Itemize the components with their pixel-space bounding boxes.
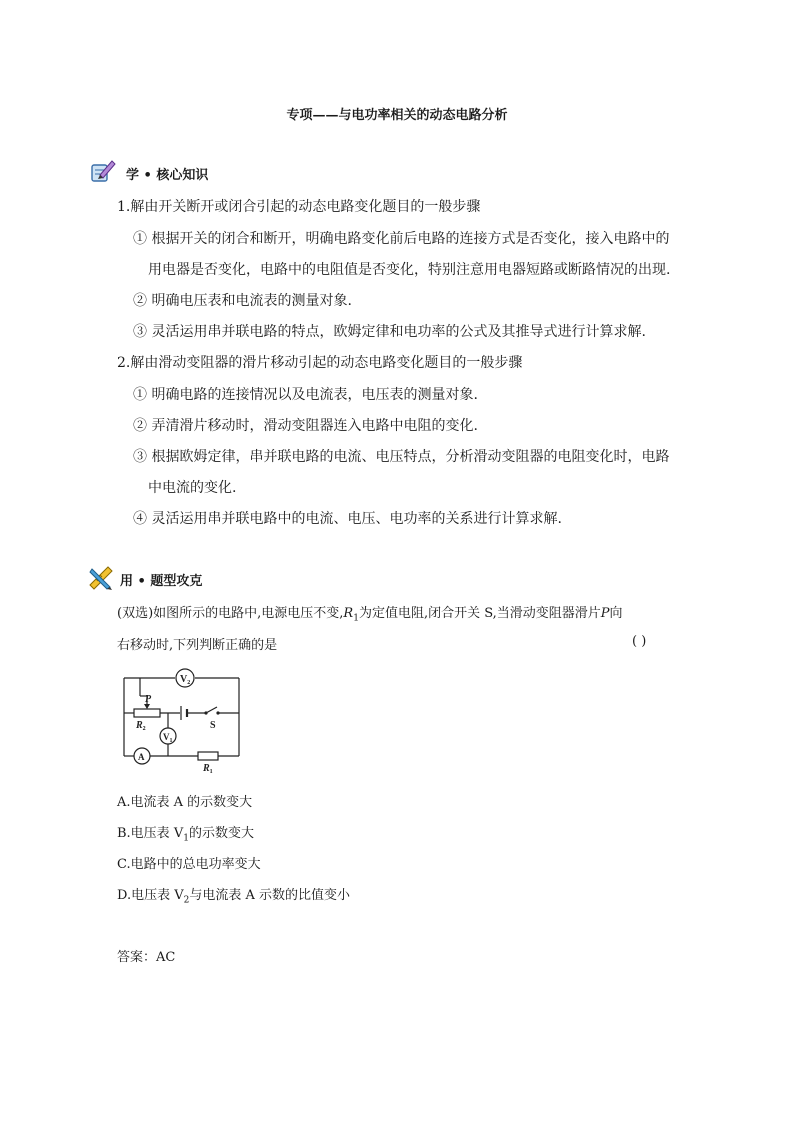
item2-step1: ① 明确电路的连接情况以及电流表，电压表的测量对象. <box>133 387 478 403</box>
option-b <box>117 822 254 844</box>
item2-heading: 2.解由滑动变阻器的滑片移动引起的动态电路变化题目的一般步骤 <box>117 355 523 371</box>
pencil-notebook-icon <box>90 158 116 184</box>
item2-step3-line2: 中电流的变化. <box>148 480 237 496</box>
option-b-post: 的示数变大 <box>188 826 254 841</box>
r1-label: $R_1$ <box>203 763 213 775</box>
a-label: A <box>138 752 145 762</box>
r2-label: $R_2$ <box>136 720 146 732</box>
section-heading-core-knowledge: 学 • 核心知识 <box>126 168 209 183</box>
question-line1-part-a: (双选)如图所示的电路中,电源电压不变, <box>117 606 344 621</box>
page-title: 专项——与电功率相关的动态电路分析 <box>286 108 508 123</box>
question-line1-part-b: 为定值电阻,闭合开关 S,当滑动变阻器滑片 <box>358 606 601 621</box>
item2-step4: ④ 灵活运用串并联电路中的电流、电压、电功率的关系进行计算求解. <box>133 511 562 527</box>
rheostat-r2 <box>134 709 160 717</box>
option-c: C.电路中的总电功率变大 <box>117 857 261 872</box>
question-r-subscript: 1 <box>353 613 359 624</box>
option-d <box>117 884 350 906</box>
v2-label: $V_2$ <box>180 674 191 686</box>
item1-heading: 1.解由开关断开或闭合引起的动态电路变化题目的一般步骤 <box>117 199 481 215</box>
section-heading-problem-types: 用 • 题型攻克 <box>120 574 203 589</box>
p-label: P <box>145 694 152 705</box>
answer-text: 答案：AC <box>117 950 176 965</box>
question-p-symbol: P <box>600 606 610 621</box>
pencil-ruler-icon <box>88 565 114 591</box>
item1-step1-line1: ① 根据开关的闭合和断开，明确电路变化前后电路的连接方式是否变化，接入电路中的 <box>133 231 670 247</box>
option-b-pre: B.电压表 V <box>117 826 184 841</box>
item1-step1-line2: 用电器是否变化，电路中的电阻值是否变化，特别注意用电器短路或断路情况的出现. <box>148 262 671 278</box>
s-label: S <box>210 720 216 731</box>
option-d-sub: 2 <box>183 895 190 906</box>
question-r-symbol: R <box>343 606 354 621</box>
option-a: A.电流表 A 的示数变大 <box>117 795 253 810</box>
item1-step3: ③ 灵活运用串并联电路的特点，欧姆定律和电功率的公式及其推导式进行计算求解. <box>133 324 646 340</box>
question-line2: 右移动时,下列判断正确的是 <box>117 638 278 653</box>
resistor-r1 <box>198 752 218 760</box>
question-line1 <box>117 602 623 624</box>
question-line1-part-c: 向 <box>609 606 623 621</box>
option-d-pre: D.电压表 V <box>117 888 184 903</box>
option-d-post: 与电流表 A 示数的比值变小 <box>189 888 351 903</box>
item1-step2: ② 明确电压表和电流表的测量对象. <box>133 293 352 309</box>
v1-label: $V_1$ <box>163 732 173 744</box>
circuit-diagram <box>110 666 250 778</box>
answer-parenthesis: ( ) <box>632 634 647 649</box>
item2-step3-line1: ③ 根据欧姆定律，串并联电路的电流、电压特点，分析滑动变阻器的电阻变化时，电路 <box>133 449 670 465</box>
item2-step2: ② 弄清滑片移动时，滑动变阻器连入电路中电阻的变化. <box>133 418 478 434</box>
option-b-sub: 1 <box>183 833 189 844</box>
